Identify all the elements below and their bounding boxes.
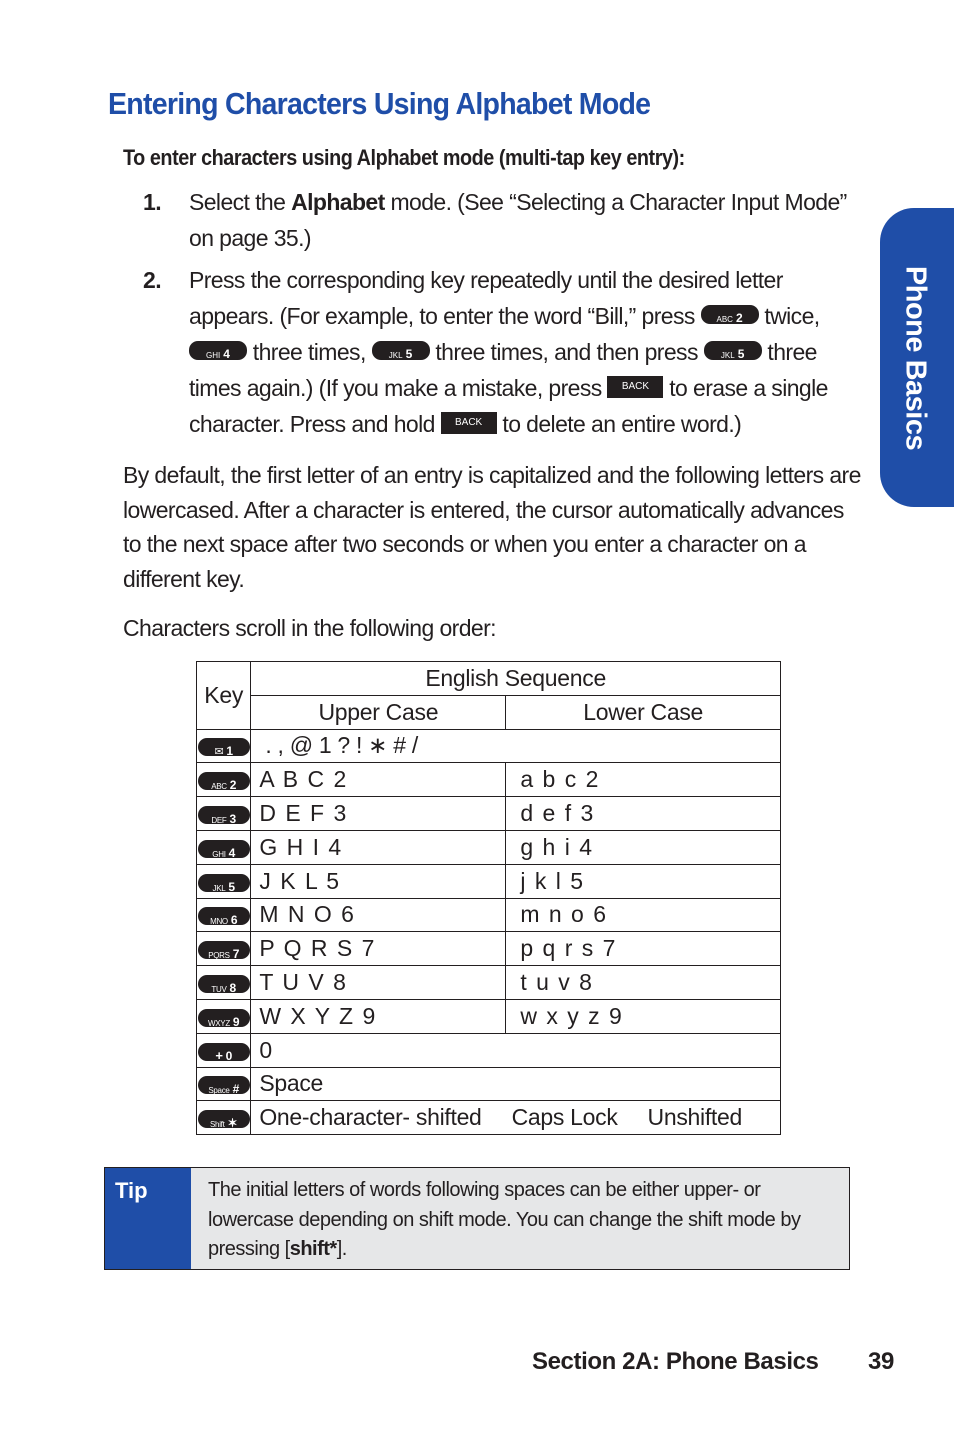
lower-case-cell: g h i 4: [506, 830, 781, 864]
table-header-row: [197, 662, 781, 696]
upper-case-cell: M N O 6: [251, 898, 506, 932]
table-row: [197, 763, 781, 797]
tip-box: [104, 1167, 850, 1270]
tip-text: The initial letters of words following spaces can be either upper- or lowercase depending on shift mode. You can change the shift mode by pressing [shift*].: [208, 1179, 801, 1260]
key-abc2-icon: ABC 2: [701, 305, 759, 324]
footer-section-title: Section 2A: Phone Basics: [532, 1348, 819, 1375]
sequence-cell: Space: [251, 1067, 781, 1101]
lower-case-cell: j k l 5: [506, 864, 781, 898]
table-row: [197, 966, 781, 1000]
back-key-icon: BACK: [441, 412, 497, 434]
scroll-order-note: Characters scroll in the following order:: [123, 615, 496, 641]
key-space-icon: Space #: [198, 1076, 250, 1094]
back-key-icon: BACK: [607, 376, 663, 398]
key-2-icon: ABC 2: [198, 772, 250, 790]
key-column-header: Key: [197, 662, 251, 730]
key-0-icon: + 0: [198, 1043, 250, 1061]
key-jkl5-icon: JKL 5: [372, 341, 430, 360]
lower-case-cell: a b c 2: [506, 763, 781, 797]
table-row: [197, 864, 781, 898]
upper-case-cell: T U V 8: [251, 966, 506, 1000]
key-8-icon: TUV 8: [198, 975, 250, 993]
table-row: [197, 1067, 781, 1101]
section-side-tab: [880, 208, 954, 507]
lower-case-cell: p q r s 7: [506, 932, 781, 966]
upper-case-cell: A B C 2: [251, 763, 506, 797]
key-7-icon: PQRS 7: [198, 941, 250, 959]
upper-case-cell: W X Y Z 9: [251, 999, 506, 1033]
step-1-text: Select the Alphabet mode. (See “Selecting a Character Input Mode” on page 35.): [189, 189, 847, 251]
footer-page-number: 39: [868, 1348, 894, 1375]
side-tab-label: Phone Basics: [899, 265, 932, 450]
lower-case-cell: w x y z 9: [506, 999, 781, 1033]
shift-modes-cell: One-character- shifted Caps Lock Unshifted: [251, 1101, 781, 1135]
key-jkl5-icon: JKL 5: [704, 341, 762, 360]
lower-case-cell: d e f 3: [506, 797, 781, 831]
table-row: [197, 999, 781, 1033]
default-capitalization-paragraph: By default, the first letter of an entry is capitalized and the following letters are lowercased. After a character is entered, the cursor automatically advances to the next space after two seconds or when you enter a character on a different key.: [123, 462, 861, 592]
key-4-icon: GHI 4: [198, 840, 250, 858]
table-row: [197, 932, 781, 966]
english-sequence-header: English Sequence: [251, 662, 781, 696]
upper-case-cell: P Q R S 7: [251, 932, 506, 966]
page-title: Entering Characters Using Alphabet Mode: [108, 86, 651, 121]
key-6-icon: MNO 6: [198, 907, 250, 925]
step-2-number: 2.: [143, 267, 161, 293]
upper-case-cell: D E F 3: [251, 797, 506, 831]
key-5-icon: JKL 5: [198, 874, 250, 892]
key-1-icon: ✉ 1: [198, 738, 250, 756]
step-1-number: 1.: [143, 189, 161, 215]
table-row: [197, 830, 781, 864]
lower-case-cell: m n o 6: [506, 898, 781, 932]
sequence-cell: . , @ 1 ? ! ∗ # /: [251, 729, 781, 763]
tip-label: Tip: [105, 1168, 191, 1269]
character-sequence-table: [196, 661, 781, 1135]
lower-case-header: Lower Case: [506, 695, 781, 729]
upper-case-cell: J K L 5: [251, 864, 506, 898]
procedure-heading: To enter characters using Alphabet mode (multi-tap key entry):: [123, 145, 685, 170]
alphabet-mode-label: Alphabet: [291, 189, 385, 215]
table-row: [197, 898, 781, 932]
upper-case-header: Upper Case: [251, 695, 506, 729]
sequence-cell: 0: [251, 1033, 781, 1067]
table-row: [197, 1101, 781, 1135]
key-ghi4-icon: GHI 4: [189, 341, 247, 360]
lower-case-cell: t u v 8: [506, 966, 781, 1000]
table-row: [197, 1033, 781, 1067]
key-3-icon: DEF 3: [198, 806, 250, 824]
upper-case-cell: G H I 4: [251, 830, 506, 864]
table-subheader-row: [197, 695, 781, 729]
table-row: [197, 729, 781, 763]
key-9-icon: WXYZ 9: [198, 1009, 250, 1027]
key-shift-icon: Shift ✶: [198, 1110, 250, 1128]
step-2-text: Press the corresponding key repeatedly until the desired letter appears. (For example, to enter the word “Bill,” press ABC 2 twice, GHI 4 three times, JKL 5 three times, and then press JKL 5 three times again.) (If you make a mistake, press BACK to erase a single character. Press and hold BACK to delete an entire word.): [189, 267, 828, 437]
table-row: [197, 797, 781, 831]
